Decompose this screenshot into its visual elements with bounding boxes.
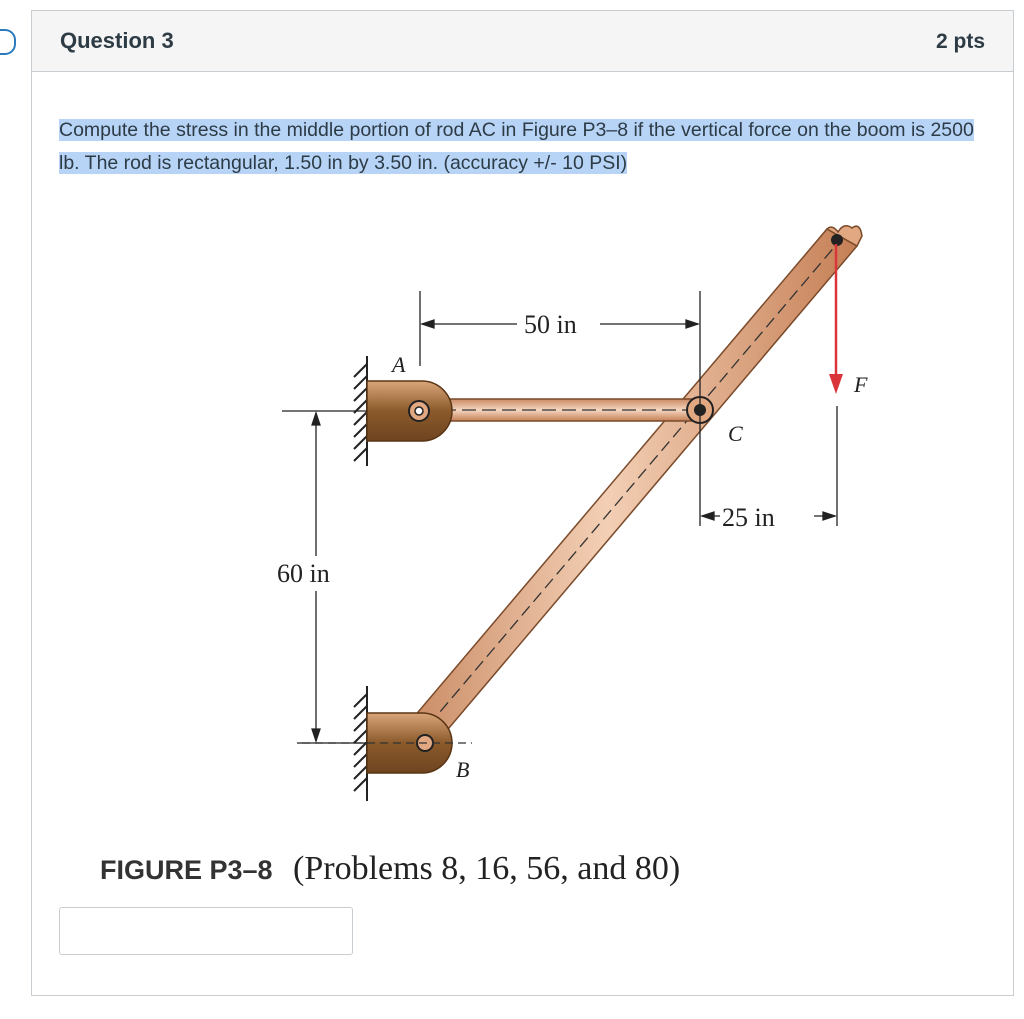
question-text-highlight: Compute the stress in the middle portion of rod AC in Figure P3–8 if the vertical force on the boom is 2500 lb. The rod is rectangular, 1.50 in by 3.50 in. (accuracy +/- 10 PSI) (59, 119, 974, 174)
figure-caption-bold: FIGURE P3–8 (100, 855, 273, 885)
figure-caption (100, 850, 680, 887)
label-a: A (392, 352, 406, 377)
figure-caption-rest: (Problems 8, 16, 56, and 80) (293, 850, 681, 887)
dim-left-label: 60 in (277, 559, 330, 588)
question-title: Question 3 (60, 28, 174, 53)
bookmark-icon[interactable] (0, 29, 16, 55)
label-f: F (854, 372, 868, 397)
answer-input[interactable] (59, 907, 353, 955)
label-c: C (728, 421, 743, 446)
question-header (32, 11, 1013, 72)
dim-top-label: 50 in (524, 310, 577, 339)
figure-p3-8 (100, 216, 868, 896)
label-b: B (456, 757, 470, 782)
force-arrowhead (829, 374, 843, 394)
dim-right-label: 25 in (722, 503, 775, 532)
question-points: 2 pts (935, 30, 985, 53)
boom-centerline (417, 238, 842, 739)
question-text (59, 114, 989, 180)
question-card (31, 10, 1014, 996)
